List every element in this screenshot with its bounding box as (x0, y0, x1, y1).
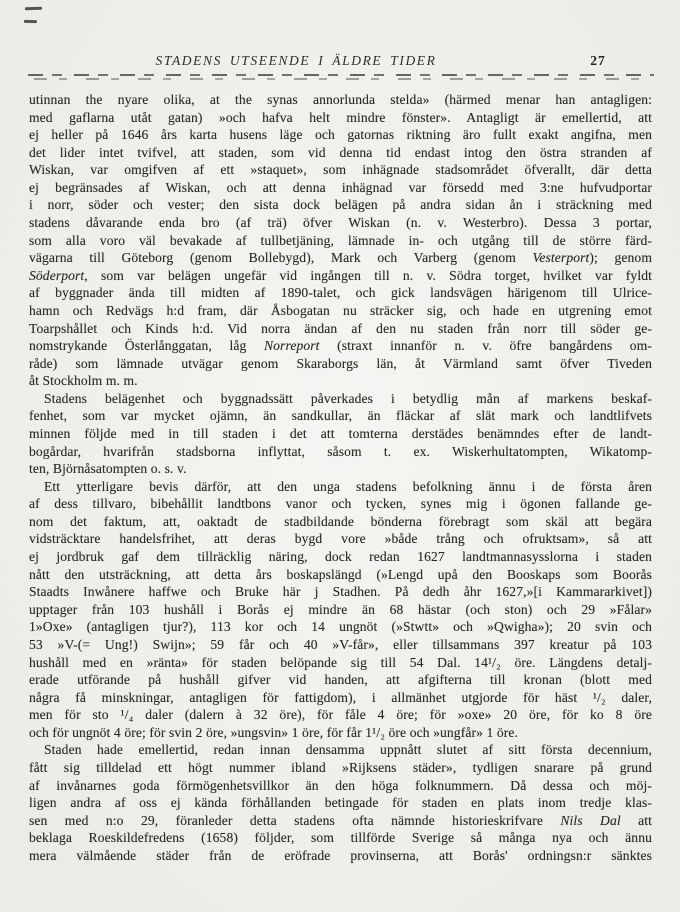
italic-text-segment: Söderport (29, 267, 85, 283)
text-line (29, 144, 652, 162)
text-segment: Stadens belägenhet och byggnadssätt påverkades i betydlig mån af markens beskaf- (44, 390, 652, 406)
text-segment: Staadts Inwånere haffwe och Bruke här j Stadhen. På dedh åhr 1627,»[i Kammararkivet]) (29, 584, 652, 600)
text-segment: och för ungnöt 4 öre; för svin 2 öre, »ungsvin» 1 öre, för får 1¹/₂ öre och »ungfår» 1 öre. (29, 724, 519, 740)
text-block (29, 91, 652, 864)
text-segment: vidsträcktare handelsfrihet, att deras bygd vore »både trång och ofruktsam», så att (29, 531, 652, 547)
header-rule-bottom (28, 78, 654, 80)
text-line (29, 618, 652, 636)
text-line (29, 249, 652, 267)
text-segment: åt Stockholm m. m. (29, 373, 138, 389)
text-line (29, 232, 652, 250)
text-segment: sen med n:o 29, föranleder detta stadens ofta nämnde historieskrifvare (29, 812, 561, 828)
text-segment: af dess tillvaro, bibehållit landtbons vanor och tycken, synes mig i ögonen fallande ge- (29, 496, 652, 512)
text-segment: minnen följde med in till staden i det att tomterna derstädes benämndes efter de landt- (29, 425, 652, 441)
text-line (29, 460, 652, 478)
text-line (29, 284, 652, 302)
text-line (29, 583, 652, 601)
text-segment: fenhet, som var mycket ojämn, än sandkullar, än fläckar af slät mark och landtlifvets (29, 408, 652, 424)
text-line (29, 478, 652, 496)
text-segment: Ett ytterligare bevis därför, att den unga stadens befolkning ännu i de första åren (44, 478, 652, 494)
text-line (29, 355, 652, 373)
text-line (29, 689, 652, 707)
text-segment: (straxt innanför n. v. öfre bangårdens om- (319, 338, 652, 354)
text-segment: 53 »V-(= Ung!) Swijn»; 59 får och 40 »V-får», eller tillsammans 397 kreatur på 103 (29, 636, 652, 652)
text-line (29, 126, 652, 144)
text-segment: i norr, söder och vester; den sista dock belägen på andra sidan ån i sträckning med (29, 197, 652, 213)
text-line (29, 390, 652, 408)
text-line (29, 601, 652, 619)
text-line (29, 829, 652, 847)
text-line (29, 548, 652, 566)
text-segment: Toarpshållet och Kinds h:d. Vid norra ändan af den nu staden från norr till söder ge- (29, 320, 652, 336)
text-segment: Wiskan, var omgifven af ett »staquet», som inhägnade stadsområdet öfverallt, där detta (29, 162, 652, 178)
chapter-title: STADENS UTSEENDE I ÄLDRE TIDER (155, 53, 437, 68)
text-segment: hamn och Redvägs h:d fram, där Åsbogatan nu sträcker sig, och hade en utgrening emot (29, 302, 652, 318)
text-line (29, 179, 652, 197)
text-line (29, 443, 652, 461)
text-segment: utinnan the nyare olika, at the synas annorlunda stelda» (härmed menar han antagligen: (29, 92, 652, 107)
text-segment: ); genom (589, 250, 652, 266)
header-rule-top (28, 74, 654, 76)
text-segment: att (620, 812, 652, 828)
text-segment: erade utförande på hushåll gifver vid handen, att afgifterna till kronan (blott med (29, 672, 652, 688)
text-segment: af invånarnes goda förmögenhetsvillkor än den höga folknummern. Då dessa och möj- (29, 777, 652, 793)
text-segment: vägarna till Göteborg (genom Bollebygd), Mark och Varberg (genom (29, 250, 533, 266)
text-segment: det lider intet tvifvel, att staden, som vid denna tid endast intog den östra stranden af (29, 144, 652, 160)
text-line (29, 495, 652, 513)
text-line (29, 372, 652, 390)
text-line (29, 302, 652, 320)
text-line (29, 706, 652, 724)
running-head (30, 53, 652, 71)
italic-text-segment: Nils Dal (560, 812, 621, 828)
text-segment: nomstrykande Österlånggatan, låg (29, 338, 264, 354)
text-line (29, 407, 652, 425)
text-segment: ej jordbruk gaf dem tillräcklig näring, dock redan 1627 landtmannasysslorna i staden (29, 549, 652, 565)
text-line (29, 654, 652, 672)
text-line (29, 812, 652, 830)
text-segment: ej heller på 1646 års karta husens läge och gatornas riktning äro fullt exakt angifna, men (29, 127, 652, 143)
text-segment: hushåll med en »ränta» för staden belöpande sig till 54 Dal. 14¹/₂ öre. Längdens detalj- (29, 654, 652, 670)
text-segment: ej begränsades af Wiskan, och att denna inhägnad var försedd med 3:ne hufvudportar (29, 179, 652, 195)
text-segment: nått den utsträckning, att detta års boskapslängd (»Lengd upå den Booskaps som Boorås (29, 566, 652, 582)
text-segment: men för sto ¹/₄ daler (dalern à 32 öre), för fåle 4 öre; för »oxe» 20 öre, för ko 8 öre (29, 707, 652, 723)
italic-text-segment: Vesterport (532, 250, 590, 266)
text-line (29, 337, 652, 355)
text-segment: fått sig tilldelad ett högt nummer ibland »Rijksens städer», tydligen snarare på grund (29, 759, 652, 775)
text-line (29, 759, 652, 777)
text-segment: råde) som lämnade utvägar genom Skaraborgs län, åt Värmland samt öfver Tiveden (29, 355, 652, 371)
text-line (29, 777, 652, 795)
text-segment: af byggnader ända till midten af 1890-talet, och gick landsvägen härigenom till Ulrice- (29, 285, 652, 301)
text-segment: ligen andra af oss ej kända förhållanden betingade för staden en plats inom tredje klas- (29, 795, 652, 811)
italic-text-segment: Norreport (263, 338, 320, 354)
text-segment: beklaga Roeskildefredens (1658) följder, som tillförde Sverige så många nya och ännu (29, 830, 652, 846)
text-line (29, 566, 652, 584)
page-number: 27 (590, 53, 606, 68)
text-line (29, 741, 652, 759)
text-line (29, 267, 652, 285)
text-segment: bogårdar, hvarifrån stadsborna inflyttat, såsom t. ex. Wiskerhultatompten, Wikatomp- (29, 443, 652, 459)
text-line (29, 530, 652, 548)
text-segment: nom det faktum, att, oaktadt de stadbildande bönderna förebragt som skäl att begära (29, 513, 652, 529)
text-segment: , som var belägen ungefär vid ingången till n. v. Södra torget, hvilket var fyldt (84, 267, 652, 283)
text-line (29, 109, 652, 127)
text-segment: som alla voro väl bevakade af tullbetjäning, lämnade in- och utgång till de större färd- (29, 232, 652, 248)
text-segment: 1»Oxe» (antagligen tjur?), 113 kor och 14 ungnöt (»Stwtt» och »Qwigha»); 20 svin och (29, 619, 652, 635)
text-segment: mera välmående städer från de eröfrade provinserna, att Borås' ordningsn:r sänktes (29, 847, 652, 863)
scan-artifact (24, 20, 37, 23)
text-line (29, 794, 652, 812)
scan-artifact (25, 7, 42, 11)
text-line (29, 724, 652, 742)
text-segment: Staden hade emellertid, redan innan densamma uppnått slutet af sitt första decennium, (44, 742, 652, 758)
text-segment: stadens dåvarande enda bro (af trä) öfver Wiskan (n. v. Westerbro). Dessa 3 portar, (29, 215, 652, 231)
text-segment: upptager från 103 hushåll i Borås ej mindre än 68 hästar (och ston) och 29 »Fålar» (29, 601, 652, 617)
text-line (29, 214, 652, 232)
text-line (29, 847, 652, 865)
text-segment: några få minskningar, antagligen för fattigdom), i allmänhet utgjorde för häst ¹/₂ daler, (29, 689, 652, 705)
text-line (29, 513, 652, 531)
text-line (29, 320, 652, 338)
text-line (29, 425, 652, 443)
text-line (29, 161, 652, 179)
text-line (29, 196, 652, 214)
text-line (29, 91, 652, 109)
text-line (29, 671, 652, 689)
text-segment: med gaflarna utåt gatan) »och hafva helt mindre fönster». Antagligt är emellertid, att (29, 109, 652, 125)
text-segment: ten, Björnåsatompten o. s. v. (29, 461, 187, 477)
text-line (29, 636, 652, 654)
